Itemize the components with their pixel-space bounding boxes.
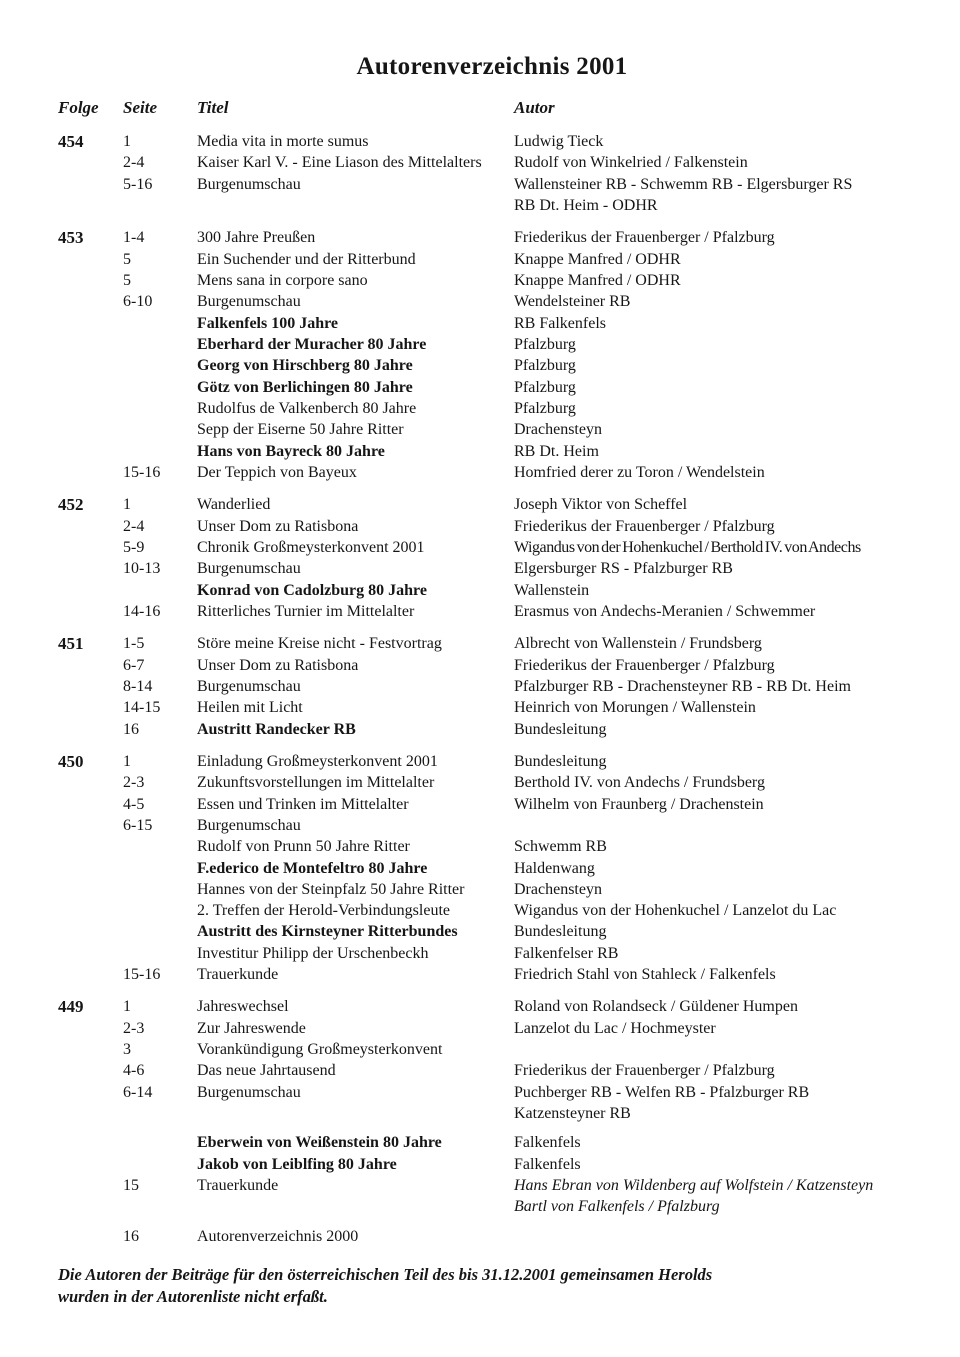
titel-cell: Burgenumschau [197, 816, 301, 834]
column-header-folge: Folge [58, 98, 99, 117]
folge-section-449 [58, 996, 916, 1247]
autor-cell: Friedrich Stahl von Stahleck / Falkenfels [514, 966, 776, 984]
entry-row [123, 836, 916, 857]
seite-cell [123, 836, 197, 857]
titel-cell: Trauerkunde [197, 966, 279, 984]
folge-section-453 [58, 227, 916, 483]
seite-cell: 15-16 [123, 463, 161, 481]
titel-cell: Einladung Großmeysterkonvent 2001 [197, 752, 438, 770]
section-rows [123, 494, 916, 622]
seite-cell: 2-3 [123, 774, 145, 792]
seite-cell: 1 [123, 752, 131, 770]
entry-row [123, 441, 916, 462]
seite-cell: 1-4 [123, 229, 145, 247]
entry-row [123, 516, 916, 537]
entry-row [123, 131, 916, 152]
seite-cell: 5-9 [123, 538, 145, 556]
seite-cell [123, 900, 197, 921]
seite-cell: 2-3 [123, 1019, 145, 1037]
entry-row [123, 1154, 916, 1175]
folge-number: 450 [58, 751, 84, 771]
folge-number: 454 [58, 132, 84, 151]
titel-cell: Burgenumschau [197, 175, 301, 193]
seite-cell: 16 [123, 720, 139, 738]
footnote-line-1: Die Autoren der Beiträge für den österreichischen Teil des bis 31.12.2001 gemeinsamen Herolds [58, 1265, 713, 1285]
seite-cell: 1 [123, 133, 131, 150]
entry-row [123, 558, 916, 579]
entry-row [123, 921, 916, 942]
titel-cell: Falkenfels 100 Jahre [197, 314, 339, 332]
entry-row [123, 943, 916, 964]
entry-row [123, 174, 916, 195]
autor-cell: Puchberger RB - Welfen RB - Pfalzburger RB [514, 1083, 810, 1101]
entry-row [123, 601, 916, 622]
titel-cell: Chronik Großmeysterkonvent 2001 [197, 538, 425, 556]
entry-row [123, 794, 916, 815]
autor-cell: Pfalzburg [514, 378, 576, 396]
titel-cell: Rudolfus de Valkenberch 80 Jahre [197, 399, 417, 417]
autor-cell: Falkenfels [514, 1134, 581, 1152]
autor-cell: Pfalzburg [514, 357, 576, 375]
titel-cell: Eberwein von Weißenstein 80 Jahre [197, 1134, 442, 1152]
seite-cell: 6-10 [123, 293, 153, 311]
seite-cell: 6-7 [123, 656, 145, 674]
autor-cell: Schwemm RB [514, 838, 607, 856]
seite-cell [123, 398, 197, 419]
seite-cell: 10-13 [123, 560, 161, 578]
entry-row [123, 462, 916, 483]
autor-cell: Joseph Viktor von Scheffel [514, 496, 688, 514]
folge-section-454 [58, 131, 916, 216]
titel-cell: Unser Dom zu Ratisbona [197, 517, 359, 535]
autor-cell: Friederikus der Frauenberger / Pfalzburg [514, 1062, 775, 1080]
autor-cell: Friederikus der Frauenberger / Pfalzburg [514, 229, 775, 247]
seite-cell [123, 1196, 197, 1217]
titel-cell: 300 Jahre Preußen [197, 229, 316, 247]
entry-row [123, 633, 916, 654]
autor-cell: RB Dt. Heim [514, 442, 599, 460]
titel-cell: Hans von Bayreck 80 Jahre [197, 442, 385, 460]
entry-row [123, 355, 916, 376]
autor-cell: Bundesleitung [514, 923, 607, 941]
entry-row [123, 751, 916, 772]
entry-row [123, 313, 916, 334]
entry-row [123, 195, 916, 216]
entry-row [123, 676, 916, 697]
seite-cell: 6-15 [123, 816, 153, 834]
seite-cell: 8-14 [123, 677, 153, 695]
seite-cell [123, 921, 197, 942]
seite-cell: 5 [123, 271, 131, 289]
seite-cell: 14-15 [123, 699, 161, 717]
autor-cell: Rudolf von Winkelried / Falkenstein [514, 154, 748, 172]
seite-cell: 1 [123, 496, 131, 514]
section-rows [123, 751, 916, 986]
titel-cell: Konrad von Cadolzburg 80 Jahre [197, 581, 427, 599]
titel-cell: Trauerkunde [197, 1177, 279, 1195]
entry-row [123, 655, 916, 676]
titel-cell: Burgenumschau [197, 560, 301, 578]
entry-row [123, 879, 916, 900]
entry-row [123, 996, 916, 1017]
autor-cell: Knappe Manfred / ODHR [514, 271, 681, 289]
entry-row [123, 1132, 916, 1153]
entry-row [123, 152, 916, 173]
entry-row [123, 494, 916, 515]
titel-cell: Jahreswechsel [197, 998, 289, 1016]
entry-row [123, 1018, 916, 1039]
autor-cell: Wilhelm von Fraunberg / Drachenstein [514, 795, 764, 813]
seite-cell: 3 [123, 1041, 131, 1059]
titel-cell: Burgenumschau [197, 293, 301, 311]
column-header-seite: Seite [123, 98, 157, 117]
seite-cell: 15-16 [123, 966, 161, 984]
autor-cell: Hans Ebran von Wildenberg auf Wolfstein / Katzensteyn [514, 1177, 874, 1195]
titel-cell: Burgenumschau [197, 677, 301, 695]
entry-row [123, 719, 916, 740]
seite-cell [123, 1132, 197, 1153]
column-header-autor: Autor [514, 98, 555, 117]
entry-row [123, 815, 916, 836]
entry-row [123, 270, 916, 291]
entry-row [123, 1082, 916, 1103]
titel-cell: Götz von Berlichingen 80 Jahre [197, 378, 413, 396]
titel-cell: Zur Jahreswende [197, 1019, 306, 1037]
seite-cell: 2-4 [123, 517, 145, 535]
seite-cell [123, 313, 197, 334]
titel-cell [197, 195, 514, 216]
section-rows [123, 227, 916, 483]
folge-section-450 [58, 751, 916, 986]
seite-cell: 14-16 [123, 602, 161, 620]
autor-cell: Wallenstein [514, 581, 590, 599]
autor-cell: Berthold IV. von Andechs / Frundsberg [514, 774, 765, 792]
seite-cell [123, 943, 197, 964]
titel-cell: Jakob von Leiblfing 80 Jahre [197, 1155, 397, 1173]
autor-cell: Elgersburger RS - Pfalzburger RB [514, 560, 733, 578]
seite-cell: 5 [123, 250, 131, 268]
entry-row [123, 398, 916, 419]
entry-row [123, 858, 916, 879]
titel-cell: Der Teppich von Bayeux [197, 463, 357, 481]
autor-cell: Bundesleitung [514, 752, 607, 770]
autor-cell: Pfalzburg [514, 399, 576, 417]
folge-number: 451 [58, 634, 84, 654]
autor-cell: Haldenwang [514, 859, 595, 877]
autor-cell: Albrecht von Wallenstein / Frundsberg [514, 635, 762, 653]
seite-cell [123, 441, 197, 462]
titel-cell: Zukunftsvorstellungen im Mittelalter [197, 774, 435, 792]
entry-row [123, 291, 916, 312]
folge-section-452 [58, 494, 916, 622]
seite-cell [123, 1154, 197, 1175]
autor-cell: Erasmus von Andechs-Meranien / Schwemmer [514, 602, 816, 620]
autor-cell: RB Dt. Heim - ODHR [514, 196, 658, 214]
autor-cell: Bartl von Falkenfels / Pfalzburg [514, 1198, 720, 1216]
seite-cell [123, 334, 197, 355]
seite-cell: 5-16 [123, 175, 153, 193]
folge-number: 453 [58, 228, 84, 248]
entry-row [123, 1060, 916, 1081]
autor-cell: Roland von Rolandseck / Güldener Humpen [514, 998, 798, 1016]
seite-cell [123, 858, 197, 879]
section-rows [123, 131, 916, 216]
titel-cell: Burgenumschau [197, 1083, 301, 1101]
titel-cell: Eberhard der Muracher 80 Jahre [197, 335, 427, 353]
titel-cell: Vorankündigung Großmeysterkonvent [197, 1041, 443, 1059]
entry-row [123, 1196, 916, 1217]
autor-cell: Falkenfels [514, 1155, 581, 1173]
seite-cell: 15 [123, 1177, 139, 1195]
titel-cell: Austritt des Kirnsteyner Ritterbundes [197, 923, 458, 941]
titel-cell: Austritt Randecker RB [197, 720, 356, 738]
titel-cell: Ein Suchender und der Ritterbund [197, 250, 416, 268]
autor-cell: Lanzelot du Lac / Hochmeyster [514, 1019, 716, 1037]
entry-row [123, 1039, 916, 1060]
seite-cell [123, 879, 197, 900]
autor-cell: Drachensteyn [514, 880, 602, 898]
titel-cell: Autorenverzeichnis 2000 [197, 1227, 359, 1245]
footnote [58, 1264, 916, 1308]
seite-cell [123, 1103, 197, 1124]
titel-cell: Ritterliches Turnier im Mittelalter [197, 602, 415, 620]
autor-cell: Pfalzburger RB - Drachensteyner RB - RB Dt. Heim [514, 677, 851, 695]
autor-cell: Heinrich von Morungen / Wallenstein [514, 699, 756, 717]
autor-cell: Friederikus der Frauenberger / Pfalzburg [514, 656, 775, 674]
seite-cell: 4-6 [123, 1062, 145, 1080]
entry-row [123, 227, 916, 248]
titel-cell: Investitur Philipp der Urschenbeckh [197, 944, 429, 962]
seite-cell: 16 [123, 1227, 139, 1245]
seite-cell: 1 [123, 998, 131, 1016]
entry-row [123, 1226, 916, 1247]
autor-cell: RB Falkenfels [514, 314, 606, 332]
titel-cell: Media vita in morte sumus [197, 133, 369, 150]
entry-row [123, 772, 916, 793]
titel-cell: Unser Dom zu Ratisbona [197, 656, 359, 674]
page-title: Autorenverzeichnis 2001 [356, 53, 628, 80]
autor-cell: Wigandus von der Hohenkuchel / Berthold IV. von Andechs [514, 538, 861, 556]
titel-cell: Kaiser Karl V. - Eine Liason des Mittelalters [197, 154, 482, 172]
titel-cell: F.ederico de Montefeltro 80 Jahre [197, 859, 428, 877]
seite-cell: 6-14 [123, 1083, 153, 1101]
autor-cell: Katzensteyner RB [514, 1105, 631, 1123]
entry-row [123, 900, 916, 921]
seite-cell [123, 355, 197, 376]
titel-cell: Das neue Jahrtausend [197, 1062, 336, 1080]
footnote-line-2: wurden in der Autorenliste nicht erfaßt. [58, 1287, 328, 1307]
entry-row [123, 580, 916, 601]
seite-cell [123, 195, 197, 216]
entry-row [123, 249, 916, 270]
autor-cell: Knappe Manfred / ODHR [514, 250, 681, 268]
autor-cell: Falkenfelser RB [514, 944, 619, 962]
titel-cell: Störe meine Kreise nicht - Festvortrag [197, 635, 442, 653]
titel-cell: Rudolf von Prunn 50 Jahre Ritter [197, 838, 410, 856]
autor-cell [514, 815, 916, 836]
titel-cell: Hannes von der Steinpfalz 50 Jahre Ritter [197, 880, 465, 898]
titel-cell: Sepp der Eiserne 50 Jahre Ritter [197, 421, 404, 439]
autor-cell: Ludwig Tieck [514, 133, 604, 150]
seite-cell: 2-4 [123, 154, 145, 172]
entry-row [123, 377, 916, 398]
folge-number: 449 [58, 997, 84, 1017]
autor-cell: Wendelsteiner RB [514, 293, 631, 311]
folge-section-451 [58, 633, 916, 740]
column-header-titel: Titel [197, 98, 229, 117]
entry-row [123, 1175, 916, 1196]
entry-row [123, 419, 916, 440]
seite-cell [123, 580, 197, 601]
titel-cell [197, 1103, 514, 1124]
titel-cell: Heilen mit Licht [197, 699, 303, 717]
seite-cell: 1-5 [123, 635, 145, 653]
autor-cell: Friederikus der Frauenberger / Pfalzburg [514, 517, 775, 535]
entry-row [123, 537, 916, 558]
autor-cell [514, 1226, 916, 1247]
autor-cell: Homfried derer zu Toron / Wendelstein [514, 463, 765, 481]
seite-cell [123, 419, 197, 440]
entry-row [123, 697, 916, 718]
folge-number: 452 [58, 495, 84, 515]
seite-cell: 4-5 [123, 795, 145, 813]
section-rows [123, 633, 916, 740]
titel-cell: Mens sana in corpore sano [197, 271, 368, 289]
titel-cell: 2. Treffen der Herold-Verbindungsleute [197, 902, 450, 920]
seite-cell [123, 377, 197, 398]
autor-cell: Wallensteiner RB - Schwemm RB - Elgersburger RS [514, 175, 853, 193]
autor-cell [514, 1039, 916, 1060]
autor-cell: Bundesleitung [514, 720, 607, 738]
column-header-row [58, 97, 916, 118]
titel-cell: Georg von Hirschberg 80 Jahre [197, 357, 413, 375]
autor-cell: Wigandus von der Hohenkuchel / Lanzelot du Lac [514, 902, 837, 920]
autor-cell: Pfalzburg [514, 335, 576, 353]
section-rows [123, 996, 916, 1247]
autor-cell: Drachensteyn [514, 421, 602, 439]
index-table [58, 131, 916, 1247]
titel-cell: Wanderlied [197, 496, 271, 514]
titel-cell [197, 1196, 514, 1217]
entry-row [123, 964, 916, 985]
titel-cell: Essen und Trinken im Mittelalter [197, 795, 409, 813]
entry-row [123, 1103, 916, 1124]
entry-row [123, 334, 916, 355]
